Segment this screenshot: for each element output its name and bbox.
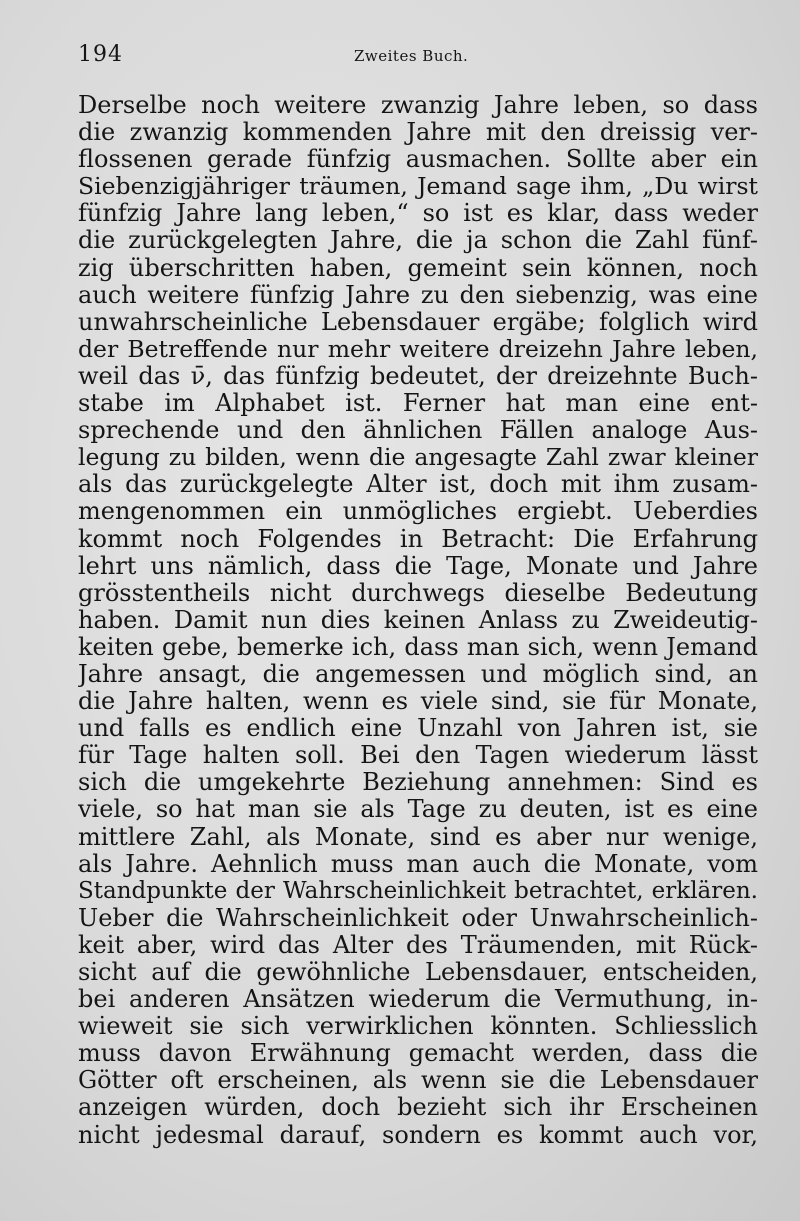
text-line: bei anderen Ansätzen wiederum die Vermuthung, in- (78, 986, 758, 1014)
text-line: weil das ν̄, das fünfzig bedeutet, der dreizehnte Buch- (78, 362, 758, 390)
text-line: als Jahre. Aehnlich muss man auch die Monate, vom (78, 850, 758, 878)
text-line: Götter oft erscheinen, als wenn sie die Lebensdauer (78, 1067, 758, 1095)
text-line: lehrt uns nämlich, dass die Tage, Monate und Jahre (78, 552, 758, 580)
text-line: fünfzig Jahre lang leben,“ so ist es klar, dass weder (78, 200, 758, 228)
text-line: keit aber, wird das Alter des Träumenden, mit Rück- (78, 931, 758, 959)
text-line: mittlere Zahl, als Monate, sind es aber nur wenige, (78, 823, 758, 851)
text-line: grösstentheils nicht durchwegs dieselbe Bedeutung (78, 579, 758, 607)
text-line: kommt noch Folgendes in Betracht: Die Erfahrung (78, 525, 758, 553)
text-line: zig überschritten haben, gemeint sein können, noch (78, 254, 758, 282)
page-number: 194 (78, 42, 123, 67)
text-line: viele, so hat man sie als Tage zu deuten, ist es eine (78, 796, 758, 824)
text-line: mengenommen ein unmögliches ergiebt. Ueberdies (78, 498, 758, 526)
text-line: der Betreffende nur mehr weitere dreizehn Jahre leben, (78, 335, 758, 363)
text-line: sprechende und den ähnlichen Fällen analoge Aus- (78, 417, 758, 445)
text-line: legung zu bilden, wenn die angesagte Zahl zwar kleiner (78, 444, 758, 472)
text-line: stabe im Alphabet ist. Ferner hat man eine ent- (78, 390, 758, 418)
text-line: die zwanzig kommenden Jahre mit den dreissig ver- (78, 119, 758, 147)
text-line: als das zurückgelegte Alter ist, doch mit ihm zusam- (78, 471, 758, 499)
text-line: für Tage halten soll. Bei den Tagen wiederum lässt (78, 742, 758, 770)
text-line: Siebenzigjähriger träumen, Jemand sage ihm, „Du wirst (78, 173, 758, 201)
text-line: anzeigen würden, doch bezieht sich ihr Erscheinen (78, 1094, 758, 1122)
text-line: Ueber die Wahrscheinlichkeit oder Unwahrscheinlich- (78, 904, 758, 932)
text-line: Derselbe noch weitere zwanzig Jahre leben, so dass (78, 92, 758, 119)
text-line: die Jahre halten, wenn es viele sind, sie für Monate, (78, 688, 758, 716)
text-line: muss davon Erwähnung gemacht werden, dass die (78, 1040, 758, 1068)
page-header (78, 42, 478, 72)
text-line: sich die umgekehrte Beziehung annehmen: Sind es (78, 769, 758, 797)
text-line: unwahrscheinliche Lebensdauer ergäbe; folglich wird (78, 308, 758, 336)
text-line: sicht auf die gewöhnliche Lebensdauer, entscheiden, (78, 959, 758, 986)
text-line: wieweit sie sich verwirklichen könnten. Schliesslich (78, 1013, 758, 1041)
text-line: auch weitere fünfzig Jahre zu den siebenzig, was eine (78, 281, 758, 309)
text-line: haben. Damit nun dies keinen Anlass zu Zweideutig- (78, 606, 758, 634)
text-line: die zurückgelegten Jahre, die ja schon die Zahl fünf- (78, 227, 758, 255)
text-line: keiten gebe, bemerke ich, dass man sich, wenn Jemand (78, 633, 758, 661)
running-head: Zweites Buch. (354, 47, 469, 65)
text-line: flossenen gerade fünfzig ausmachen. Sollte aber ein (78, 146, 758, 174)
body-text (78, 92, 758, 1149)
text-line: Jahre ansagt, die angemessen und möglich sind, an (78, 660, 758, 688)
text-line: und falls es endlich eine Unzahl von Jahren ist, sie (78, 715, 758, 743)
text-line: nicht jedesmal darauf, sondern es kommt auch vor, (78, 1121, 758, 1149)
text-line: Standpunkte der Wahrscheinlichkeit betrachtet, erklären. (78, 877, 758, 904)
